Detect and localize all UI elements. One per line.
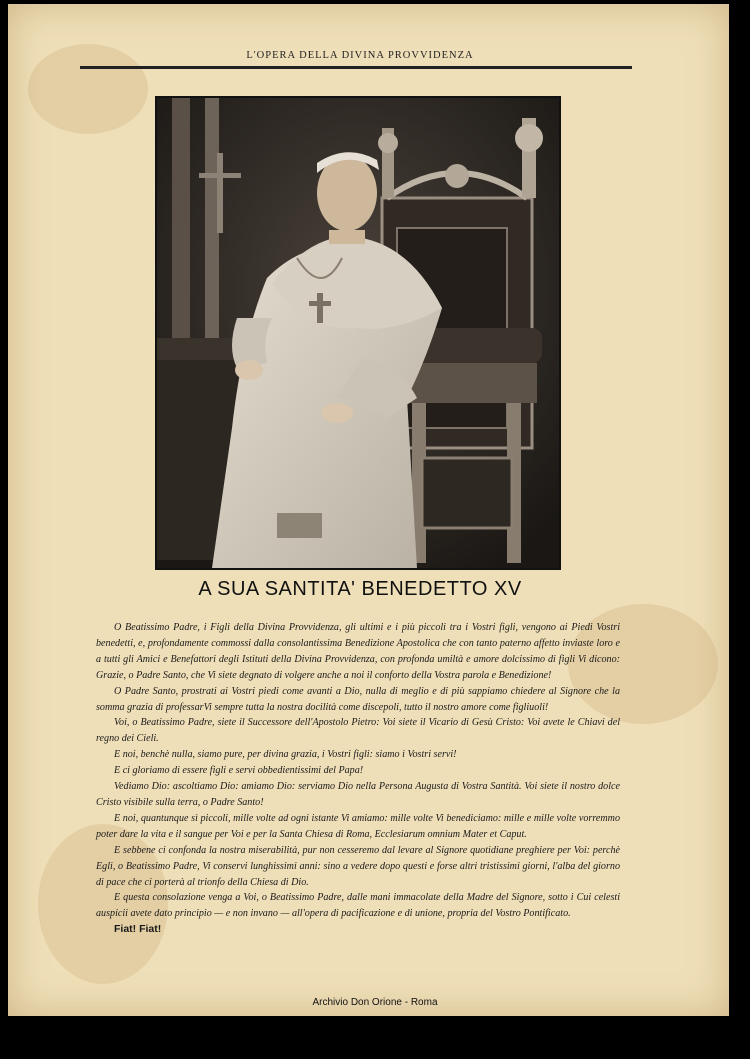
pope-portrait-photo [155, 96, 561, 570]
portrait-illustration [157, 98, 559, 568]
paragraph: E noi, quantunque sì piccoli, mille volte ad ogni istante Vi amiamo: mille volte Vi benediciamo: mille e mille volte vorremmo poter dare la vita e il sangue per Voi e per la Santa Chiesa di Roma, Ecclesiarum omnium Mater et Caput. [96, 812, 620, 840]
paragraph: Voi, o Beatissimo Padre, siete il Successore dell'Apostolo Pietro: Voi siete il Vicario di Gesù Cristo: Voi avete le Chiavi del regno dei Cieli. [96, 717, 620, 745]
closing-exclamation: Fiat! Fiat! [114, 923, 162, 936]
paragraph: E questa consolazione venga a Voi, o Beatissimo Padre, dalle mani immacolate della Madre del Signore, sotto i Cui celesti auspicii avete dato principio — e non invano — all'opera di pacificazione e di unione, propria del Vostro Pontificato. [96, 892, 620, 920]
paragraph: E noi, benchè nulla, siamo pure, per divina grazia, i Vostri figli: siamo i Vostri servi! [114, 749, 457, 761]
paragraph: E sebbene ci confonda la nostra miserabilità, pur non cesseremo dal levare al Signore quotidiane preghiere per Voi: perchè Egli, o Beatissimo Padre, Vi conservi lunghissimi anni: sino a vedere dopo questi e forse altri tristissimi giorni, l'alba del giorno di pace che ci porterà al trionfo della Chiesa di Dio. [96, 844, 620, 888]
paragraph: O Padre Santo, prostrati ai Vostri piedi come avanti a Dio, nulla di meglio e di più sappiamo chiedere al Signore che la somma grazia di professarVi sempre tutta la nostra docilità come discepoli, tutto il nostro amore come figliuoli! [96, 685, 620, 713]
paragraph: Vediamo Dio: ascoltiamo Dio: amiamo Dio: serviamo Dio nella Persona Augusta di Vostra Santità. Voi siete il nostro dolce Cristo visibile sulla terra, o Padre Santo! [96, 781, 620, 808]
page-header: L'OPERA DELLA DIVINA PROVVIDENZA [246, 50, 474, 61]
archive-footer: Archivio Don Orione - Roma [312, 997, 438, 1008]
portrait-caption: A SUA SANTITA' BENEDETTO XV [198, 578, 522, 600]
paragraph: O Beatissimo Padre, i Figli della Divina Provvidenza, gli ultimi e i più piccoli tra i Vostri figli, vengono ai Piedi Vostri benedetti, e, profondamente commossi dalla consolantissima Benedizione Apostolica che con tanto paterno affetto inviaste loro e a tutti gli Amici e Benefattori degli Istituti della Divina Provvidenza, con profonda umiltà e amore dolcissimo di figli Vi dicono: Grazie, o Padre Santo, che Vi siete degnato di volgere anche a noi il conforto della Vostra parola e Benedizione! [96, 622, 620, 681]
paragraph: E ci gloriamo di essere figli e servi obbedientissimi del Papa! [114, 765, 364, 777]
letter-body [96, 620, 620, 938]
header-rule [80, 66, 632, 69]
